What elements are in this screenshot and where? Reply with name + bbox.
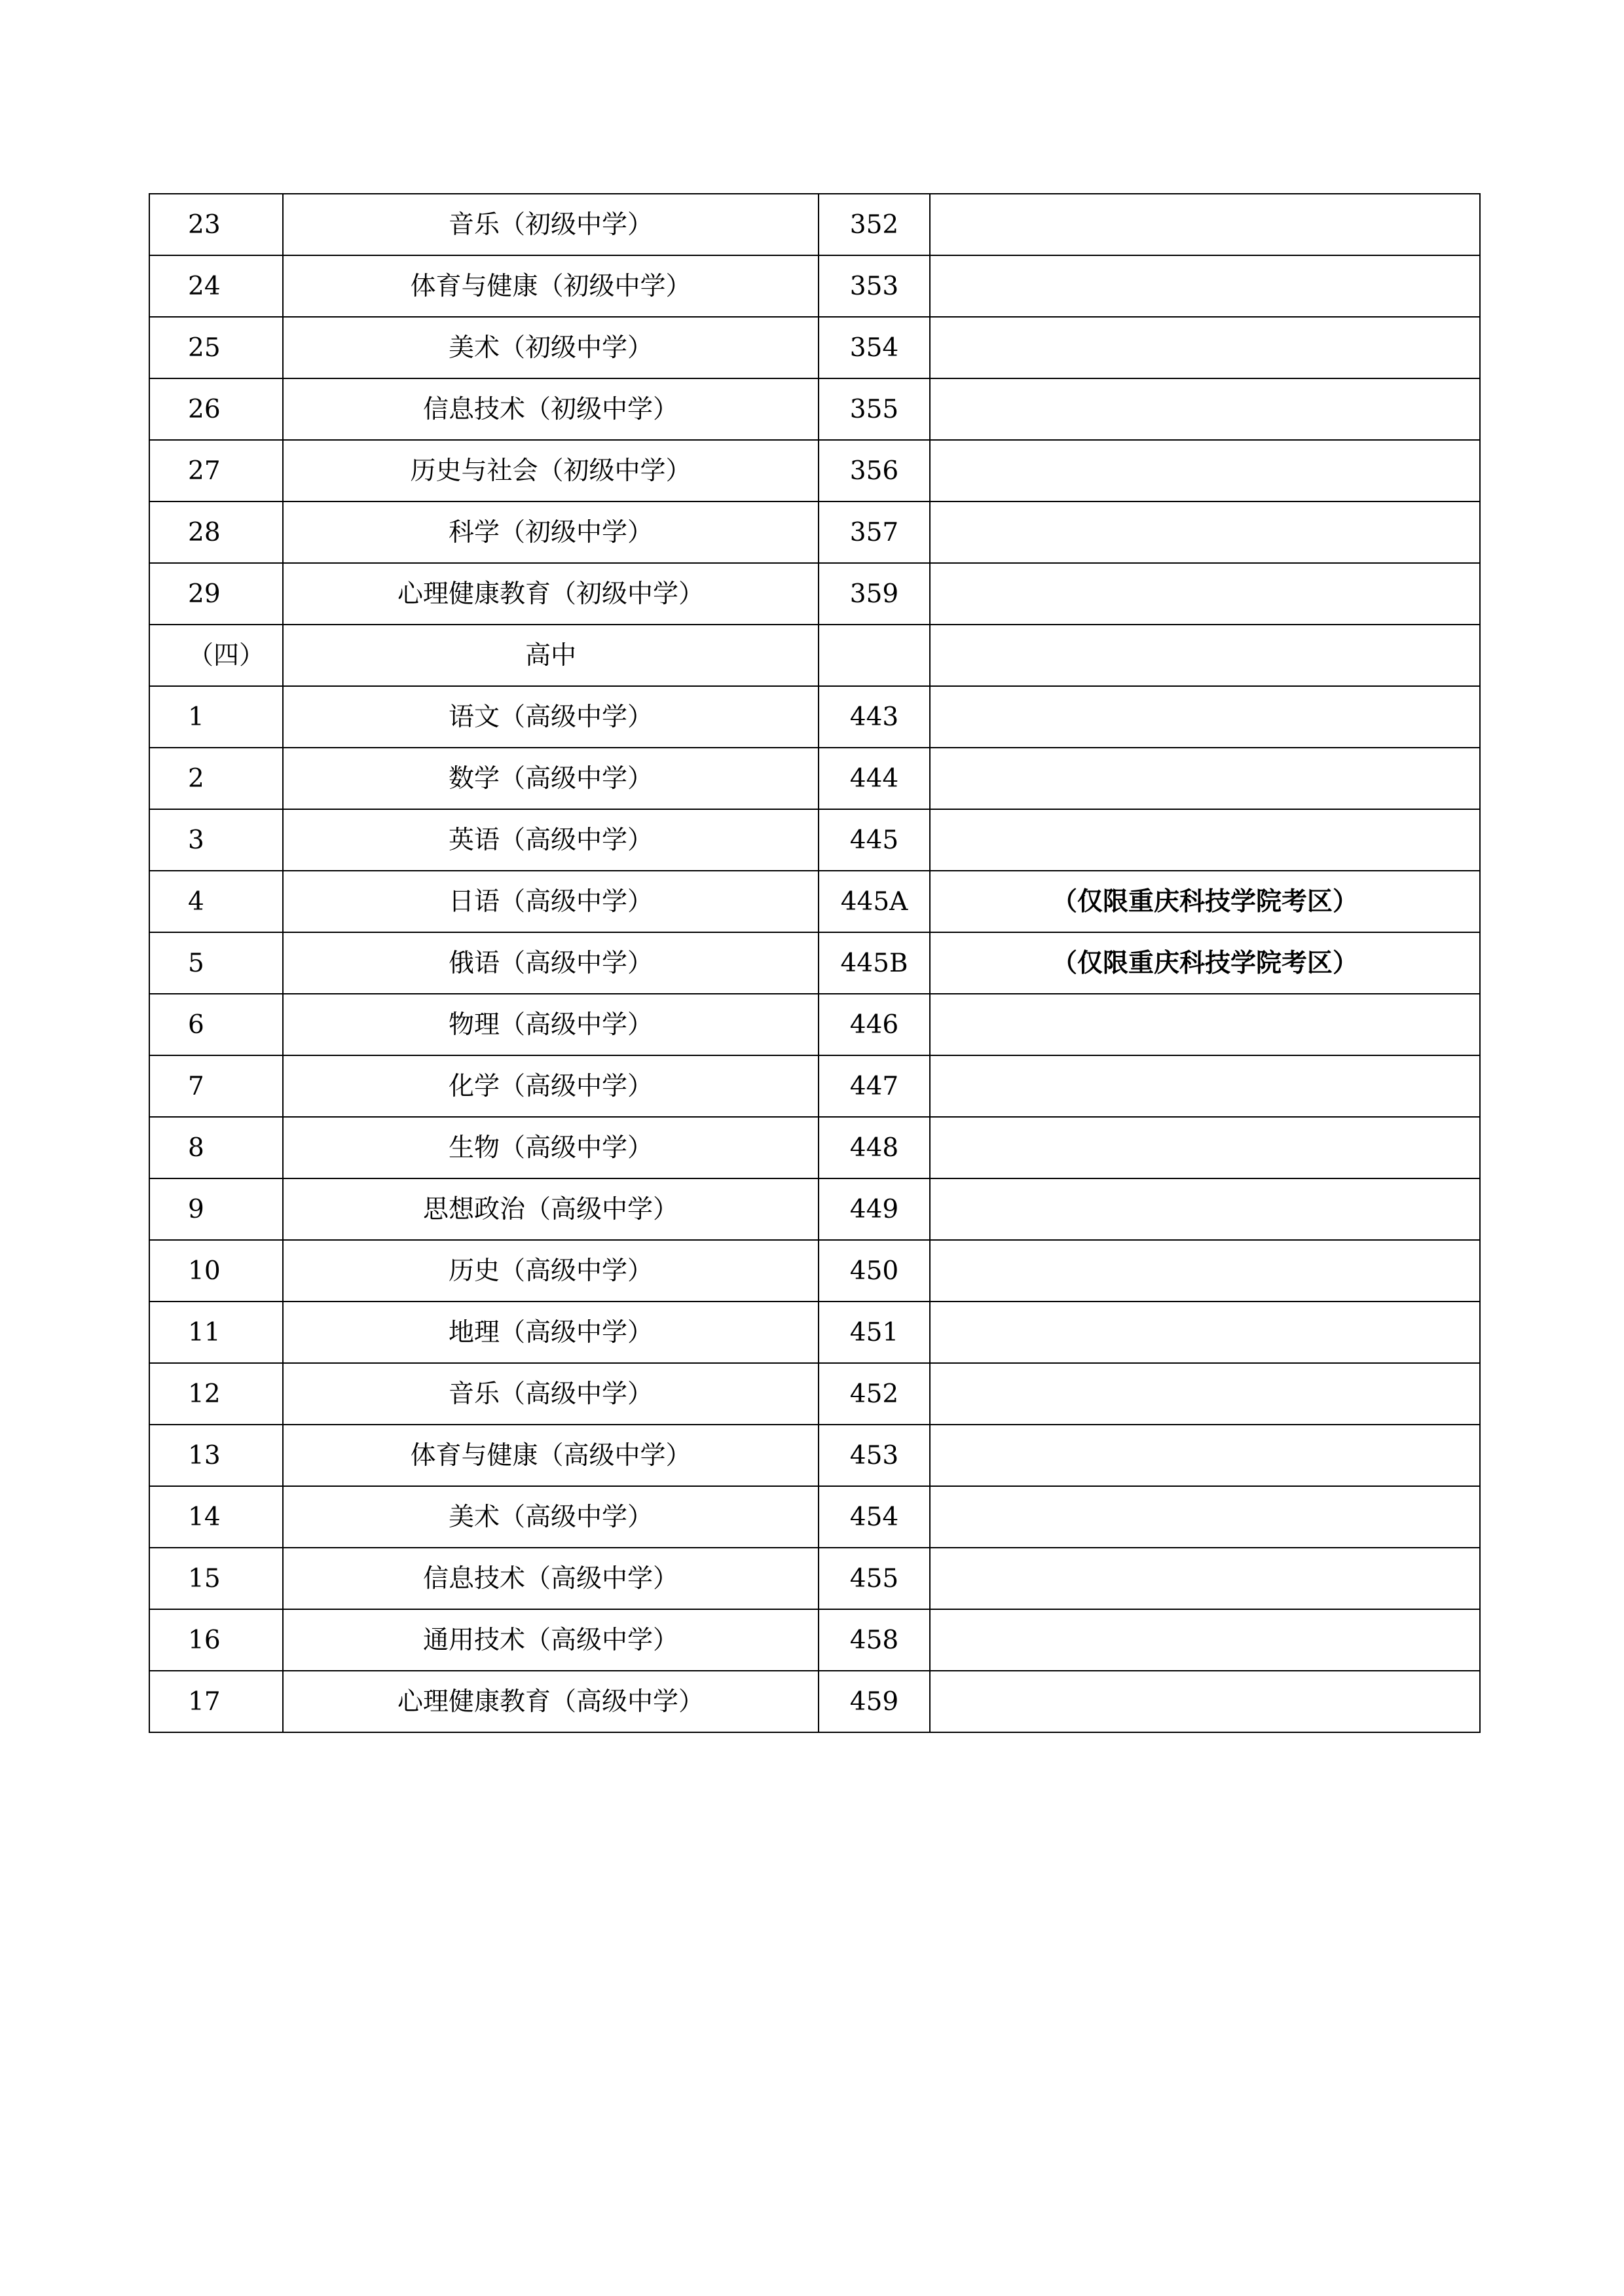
table-row	[149, 378, 1480, 440]
subject-name-cell: 俄语（高级中学）	[283, 932, 819, 994]
note-cell	[930, 748, 1480, 809]
note-cell	[930, 501, 1480, 563]
row-number-cell: 6	[149, 994, 283, 1055]
subject-code-cell: 453	[819, 1425, 930, 1486]
subject-name-cell: 科学（初级中学）	[283, 501, 819, 563]
subject-name-cell: 物理（高级中学）	[283, 994, 819, 1055]
subject-name-cell: 地理（高级中学）	[283, 1302, 819, 1363]
subject-code-cell: 357	[819, 501, 930, 563]
row-number-cell: 5	[149, 932, 283, 994]
subject-name-cell: 心理健康教育（高级中学）	[283, 1671, 819, 1732]
subject-code-cell: 458	[819, 1609, 930, 1671]
note-cell	[930, 1055, 1480, 1117]
table-row	[149, 686, 1480, 748]
row-number-cell: 12	[149, 1363, 283, 1425]
table-row	[149, 625, 1480, 686]
row-number-cell: 16	[149, 1609, 283, 1671]
subject-code-cell: 449	[819, 1178, 930, 1240]
subject-code-cell: 354	[819, 317, 930, 378]
subject-name-cell: 化学（高级中学）	[283, 1055, 819, 1117]
note-cell	[930, 1671, 1480, 1732]
subject-code-cell: 352	[819, 194, 930, 255]
note-cell	[930, 994, 1480, 1055]
row-number-cell: （四）	[149, 625, 283, 686]
subject-code-cell: 355	[819, 378, 930, 440]
note-cell	[930, 809, 1480, 871]
table-row	[149, 1055, 1480, 1117]
table-row	[149, 1671, 1480, 1732]
note-cell	[930, 317, 1480, 378]
subject-name-cell: 英语（高级中学）	[283, 809, 819, 871]
note-cell: （仅限重庆科技学院考区）	[930, 932, 1480, 994]
row-number-cell: 10	[149, 1240, 283, 1302]
row-number-cell: 7	[149, 1055, 283, 1117]
subject-code-cell: 454	[819, 1486, 930, 1548]
note-cell	[930, 1548, 1480, 1609]
table-row	[149, 501, 1480, 563]
table-row	[149, 1302, 1480, 1363]
table-body	[149, 194, 1480, 1732]
note-cell	[930, 1117, 1480, 1178]
note-cell	[930, 1425, 1480, 1486]
row-number-cell: 23	[149, 194, 283, 255]
subject-code-cell: 448	[819, 1117, 930, 1178]
subject-code-cell: 459	[819, 1671, 930, 1732]
table-row	[149, 1609, 1480, 1671]
note-cell	[930, 378, 1480, 440]
note-cell	[930, 1363, 1480, 1425]
table-row	[149, 1117, 1480, 1178]
subject-code-cell: 451	[819, 1302, 930, 1363]
subject-code-cell: 353	[819, 255, 930, 317]
subject-name-cell: 数学（高级中学）	[283, 748, 819, 809]
row-number-cell: 15	[149, 1548, 283, 1609]
row-number-cell: 27	[149, 440, 283, 501]
row-number-cell: 3	[149, 809, 283, 871]
note-cell	[930, 1240, 1480, 1302]
subject-code-cell: 443	[819, 686, 930, 748]
table-row	[149, 1548, 1480, 1609]
table-row	[149, 255, 1480, 317]
subject-name-cell: 通用技术（高级中学）	[283, 1609, 819, 1671]
table-row	[149, 1425, 1480, 1486]
subject-name-cell: 高中	[283, 625, 819, 686]
table-row	[149, 1240, 1480, 1302]
subject-name-cell: 体育与健康（高级中学）	[283, 1425, 819, 1486]
note-cell	[930, 194, 1480, 255]
note-cell	[930, 1486, 1480, 1548]
subject-name-cell: 历史（高级中学）	[283, 1240, 819, 1302]
subject-table	[149, 193, 1481, 1733]
subject-code-cell: 445A	[819, 871, 930, 932]
subject-code-cell	[819, 625, 930, 686]
row-number-cell: 2	[149, 748, 283, 809]
table-row	[149, 994, 1480, 1055]
note-cell	[930, 1178, 1480, 1240]
note-cell	[930, 625, 1480, 686]
subject-code-cell: 444	[819, 748, 930, 809]
table-row	[149, 440, 1480, 501]
subject-code-cell: 455	[819, 1548, 930, 1609]
row-number-cell: 9	[149, 1178, 283, 1240]
subject-name-cell: 思想政治（高级中学）	[283, 1178, 819, 1240]
table-row	[149, 809, 1480, 871]
row-number-cell: 1	[149, 686, 283, 748]
table-row	[149, 1363, 1480, 1425]
note-cell	[930, 563, 1480, 625]
subject-code-cell: 447	[819, 1055, 930, 1117]
note-cell	[930, 1302, 1480, 1363]
subject-name-cell: 日语（高级中学）	[283, 871, 819, 932]
table-row	[149, 1178, 1480, 1240]
row-number-cell: 17	[149, 1671, 283, 1732]
table-row	[149, 871, 1480, 932]
note-cell	[930, 1609, 1480, 1671]
subject-name-cell: 生物（高级中学）	[283, 1117, 819, 1178]
subject-name-cell: 语文（高级中学）	[283, 686, 819, 748]
row-number-cell: 14	[149, 1486, 283, 1548]
subject-name-cell: 体育与健康（初级中学）	[283, 255, 819, 317]
note-cell	[930, 255, 1480, 317]
subject-name-cell: 心理健康教育（初级中学）	[283, 563, 819, 625]
subject-code-cell: 359	[819, 563, 930, 625]
subject-code-cell: 356	[819, 440, 930, 501]
row-number-cell: 8	[149, 1117, 283, 1178]
row-number-cell: 25	[149, 317, 283, 378]
table-row	[149, 1486, 1480, 1548]
subject-name-cell: 信息技术（高级中学）	[283, 1548, 819, 1609]
subject-name-cell: 音乐（高级中学）	[283, 1363, 819, 1425]
table-row	[149, 194, 1480, 255]
row-number-cell: 24	[149, 255, 283, 317]
row-number-cell: 11	[149, 1302, 283, 1363]
subject-name-cell: 美术（高级中学）	[283, 1486, 819, 1548]
table-row	[149, 932, 1480, 994]
subject-code-cell: 445B	[819, 932, 930, 994]
table-row	[149, 317, 1480, 378]
subject-code-cell: 450	[819, 1240, 930, 1302]
subject-code-cell: 452	[819, 1363, 930, 1425]
note-cell	[930, 440, 1480, 501]
table-row	[149, 563, 1480, 625]
subject-code-cell: 445	[819, 809, 930, 871]
subject-name-cell: 美术（初级中学）	[283, 317, 819, 378]
table-row	[149, 748, 1480, 809]
row-number-cell: 4	[149, 871, 283, 932]
row-number-cell: 26	[149, 378, 283, 440]
subject-name-cell: 历史与社会（初级中学）	[283, 440, 819, 501]
note-cell	[930, 686, 1480, 748]
note-cell: （仅限重庆科技学院考区）	[930, 871, 1480, 932]
subject-code-cell: 446	[819, 994, 930, 1055]
row-number-cell: 13	[149, 1425, 283, 1486]
row-number-cell: 29	[149, 563, 283, 625]
row-number-cell: 28	[149, 501, 283, 563]
subject-name-cell: 信息技术（初级中学）	[283, 378, 819, 440]
subject-name-cell: 音乐（初级中学）	[283, 194, 819, 255]
